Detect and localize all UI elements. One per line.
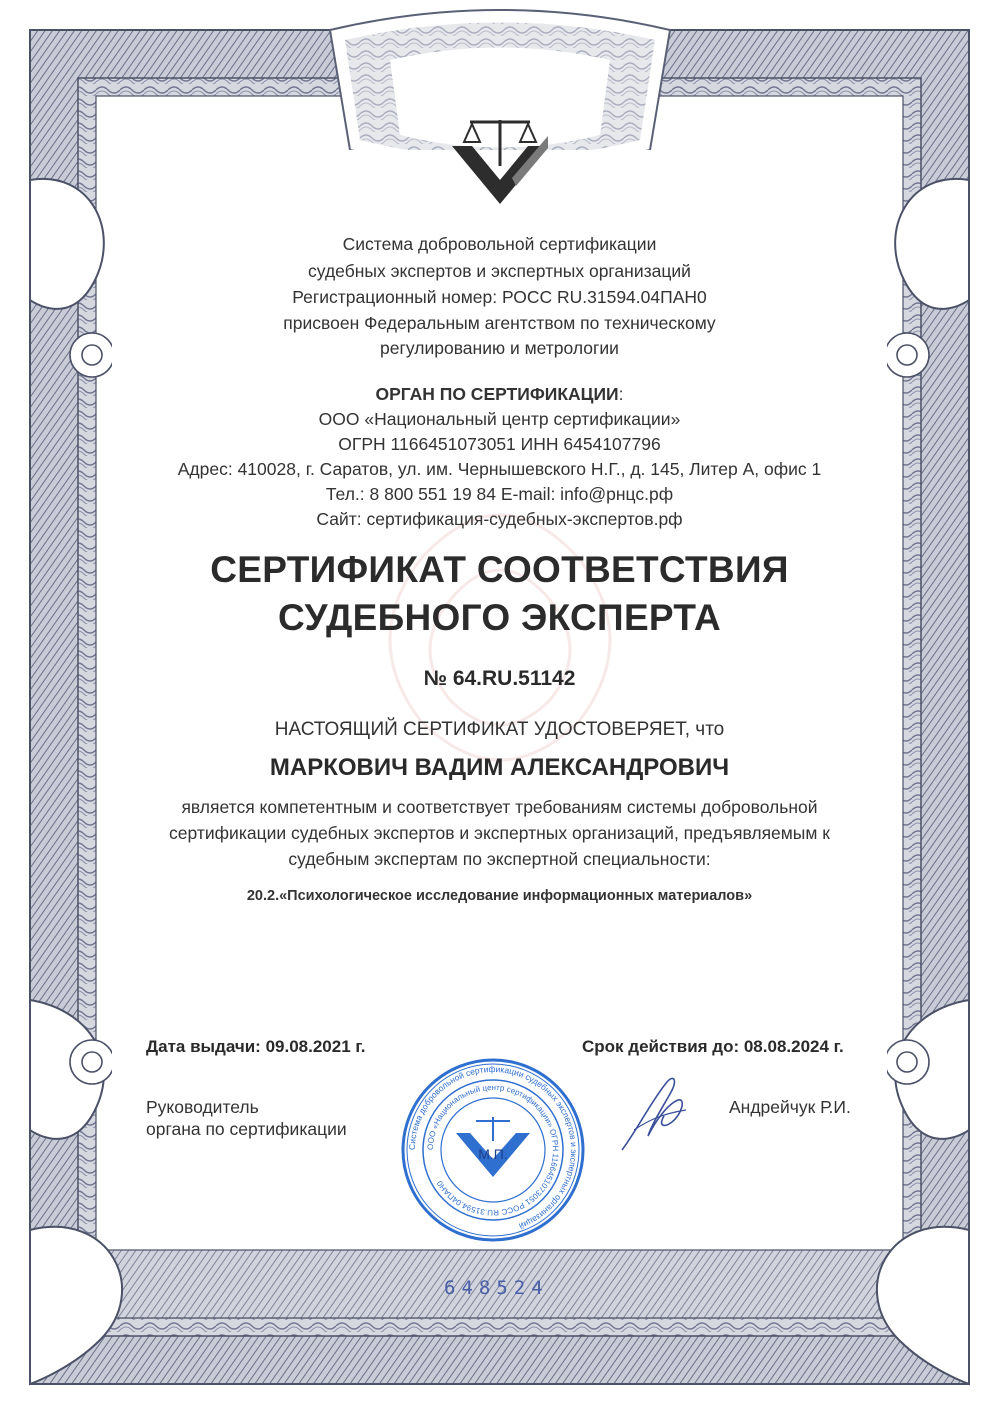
expert-specialty: 20.2.«Психологическое исследование информационных материалов» [246, 888, 753, 904]
org-heading-label: ОРГАН ПО СЕРТИФИКАЦИИ [375, 384, 619, 404]
org-heading-colon: : [618, 384, 624, 404]
org-site: Сайт: сертификация-судебных-экспертов.рф [316, 509, 683, 529]
header-line-5: регулированию и метрологии [380, 338, 619, 358]
certifies-text: НАСТОЯЩИЙ СЕРТИФИКАТ УДОСТОВЕРЯЕТ, что [274, 719, 725, 740]
certificate-number: № 64.RU.51142 [423, 667, 576, 690]
handwritten-signature [612, 1070, 702, 1160]
certificate-title-line-1: СЕРТИФИКАТ СООТВЕТСТВИЯ [210, 549, 789, 590]
signatory-name: Андрейчук Р.И. [729, 1097, 851, 1117]
serial-number: 648524 [444, 1277, 549, 1299]
header-registration-number: Регистрационный номер: РОСС RU.31594.04ПАН0 [292, 287, 707, 307]
certification-stamp [398, 1055, 588, 1245]
svg-text:Система добровольной сертифика: Система добровольной сертификации судебных экспертов и экспертных организаций [406, 1063, 580, 1232]
certificate-text-line-3: судебным экспертам по экспертной специальности: [288, 849, 711, 869]
certificate-text-line-2: сертификации судебных экспертов и экспертных организаций, предъявляемым к [169, 823, 830, 843]
holder-name: МАРКОВИЧ ВАДИМ АЛЕКСАНДРОВИЧ [269, 754, 730, 781]
svg-text:ООО «Национальный центр сертиф: ООО «Национальный центр сертификации» ОГРН 1166451073051 РОСС RU.31594.04ПАН0 [425, 1082, 561, 1218]
stamp-mp-label: М.П. [478, 1146, 508, 1162]
header-line-2: судебных экспертов и экспертных организаций [308, 261, 691, 281]
certificate-title-line-2: СУДЕБНОГО ЭКСПЕРТА [277, 597, 722, 638]
header-line-1: Система добровольной сертификации [342, 234, 657, 254]
certificate-text-line-1: является компетентным и соответствует требованиям системы добровольной [181, 797, 818, 817]
valid-until-date: Срок действия до: 08.08.2024 г. [582, 1037, 844, 1056]
org-address: Адрес: 410028, г. Саратов, ул. им. Чернышевского Н.Г., д. 145, Литер А, офис 1 [177, 459, 822, 479]
org-heading [0, 384, 999, 405]
issue-date: Дата выдачи: 09.08.2021 г. [146, 1037, 366, 1056]
org-contacts: Тел.: 8 800 551 19 84 E-mail: info@рнцс.рф [325, 484, 674, 504]
signatory-role-line-1: Руководитель [146, 1097, 259, 1117]
scales-checkmark-logo-icon [450, 118, 550, 208]
signatory-role [146, 1096, 347, 1140]
org-name: ООО «Национальный центр сертификации» [318, 409, 681, 429]
org-ids: ОГРН 1166451073051 ИНН 6454107796 [338, 434, 661, 454]
header-line-4: присвоен Федеральным агентством по техническому [283, 313, 716, 333]
signatory-role-line-2: органа по сертификации [146, 1119, 347, 1139]
